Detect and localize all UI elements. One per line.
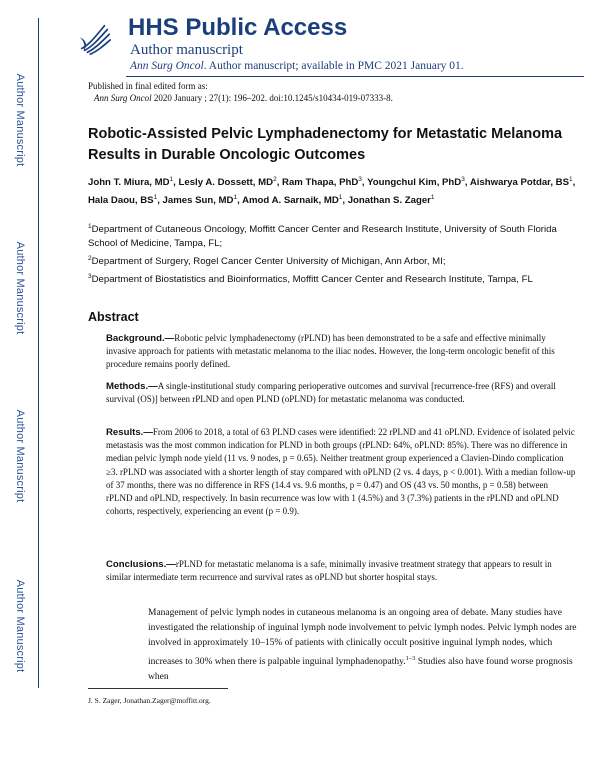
footnote-divider — [88, 688, 228, 689]
article-title: Robotic-Assisted Pelvic Lymphadenectomy for Metastatic Melanoma Results in Durable Oncologic Outcomes — [88, 126, 563, 163]
author-name: Amod A. Sarnaik, MD — [242, 194, 339, 206]
section-label: Results.— — [106, 427, 153, 438]
section-text: rPLND for metastatic melanoma is a safe, minimally invasive treatment strategy that appears to result in similar intermediate term recurrence and survival rates as oPLND but shorter hospital stays. — [106, 559, 552, 583]
affiliation-text: Department of Cutaneous Oncology, Moffitt Cancer Center and Research Institute, University of South Florida School of Medicine, Tampa, FL; — [88, 224, 557, 250]
sidebar-label: Author Manuscript — [14, 241, 26, 335]
affiliation-text: Department of Biostatistics and Bioinformatics, Moffitt Cancer Center and Research Institute, Tampa, FL — [91, 274, 533, 286]
sidebar-rule — [38, 18, 39, 688]
reference-mark: 1–3 — [405, 655, 416, 662]
abstract-heading: Abstract — [88, 310, 139, 324]
author-affiliation-mark: 1 — [338, 193, 343, 201]
manuscript-type: Author manuscript — [130, 42, 243, 58]
abstract-conclusions — [106, 558, 576, 584]
author-affiliation-mark: 1 — [153, 193, 158, 201]
author-affiliation-mark: 1 — [569, 176, 573, 183]
availability-line — [130, 60, 464, 72]
hhs-eagle-logo — [76, 20, 114, 58]
abstract-methods — [106, 380, 576, 406]
author-name: John T. Miura, MD — [88, 177, 170, 189]
section-text: From 2006 to 2018, a total of 63 PLND cases were identified: 22 rPLND and 41 oPLND. Evidence of isolated pelvic metastasis was the most common indication for PLND in both groups (rPLND: 64%, oPLND: 85%). There was no difference in median pelvic lymph node yield (11 vs. 9 nodes, p = 0.65). Neither treatment group experienced a Clavien-Dindo complication ≥3. rPLND was associated with a shorter length of stay compared with oPLND (2 vs. 4 days, p < 0.001). With a median follow-up of 37 months, there was no difference in RFS (14.4 vs. 9.6 months, p = 0.47) and OS (43 vs. 50 months, p = 0.58) between rPLND and oPLND, respectively. In basin recurrence was low with 1 (4.5%) and 3 (7.3%) patients in the rPLND and oPLND cohorts, respectively, experiencing an event (p = 0.9). — [106, 427, 576, 517]
affiliation-text: Department of Surgery, Rogel Cancer Center University of Michigan, Ann Arbor, MI; — [91, 256, 446, 268]
published-label: Published in final edited form as: — [88, 81, 208, 91]
availability-text: . Author manuscript; available in PMC 2021 January 01. — [203, 60, 464, 72]
author-list: John T. Miura, $MD^1$, Lesly A. Dossett, $MD^2$, Ram Thapa, PhD$^3$, Youngchul Kim, PhD$^3$, Aishwarya Potdar, $BS^1$, Hala Daou, $BS^1$, James Sun, $MD^1$, Amod A. Sarnaik, $MD^1$, Jonathan S. Zager$^1$ — [88, 176, 576, 206]
affiliation — [88, 252, 578, 269]
author-name: Aishwarya Potdar, BS — [469, 177, 570, 189]
affiliation-number: 1 — [88, 223, 92, 230]
section-label: Methods.— — [106, 381, 158, 392]
manuscript-sidebar — [0, 0, 40, 776]
affiliation — [88, 220, 578, 251]
affiliation — [88, 270, 578, 287]
author-affiliation-mark: 1 — [169, 176, 174, 183]
section-label: Conclusions.— — [106, 559, 176, 570]
author-affiliation-mark: 1 — [233, 193, 238, 201]
affiliation-number: 3 — [88, 273, 92, 280]
citation — [88, 92, 393, 104]
author-affiliation-mark: 3 — [461, 176, 465, 183]
section-text: Robotic pelvic lymphadenectomy (rPLND) has been demonstrated to be a safe and effective minimally invasive approach for patients with metastatic melanoma to the iliac nodes. However, the long-term oncologic benefit of this procedure remains poorly defined. — [106, 333, 555, 370]
citation-details: 2020 January ; 27(1): 196–202. doi:10.1245/s10434-019-07333-8. — [151, 93, 393, 103]
publication-info — [88, 80, 393, 104]
author-name: Hala Daou, BS — [88, 194, 154, 206]
author-name: James Sun, MD — [162, 194, 234, 206]
author-name: Jonathan S. Zager — [347, 194, 431, 206]
author-name: Youngchul Kim, PhD — [367, 177, 462, 189]
abstract-background — [106, 332, 576, 372]
author-name: Lesly A. Dossett, MD — [178, 177, 274, 189]
sidebar-label: Author Manuscript — [14, 579, 26, 673]
sidebar-label: Author Manuscript — [14, 409, 26, 503]
section-label: Background.— — [106, 333, 175, 344]
corresponding-author-footnote: J. S. Zager, Jonathan.Zager@moffitt.org. — [88, 696, 211, 705]
body-text: Management of pelvic lymph nodes in cutaneous melanoma is an ongoing area of debate. Many studies have investigated the relationship of inguinal lymph node involvement to pelvic lymph nodes. Pelvic lymph nodes are involved in approximately 10–15% of patients with clinically occult positive inguinal lymph nodes, which increases to 30% when there is palpable inguinal lymphadenopathy. — [148, 608, 577, 668]
citation-journal: Ann Surg Oncol — [94, 93, 152, 103]
author-affiliation-mark: 1 — [430, 193, 435, 201]
journal-name: Ann Surg Oncol — [130, 60, 204, 72]
author-name: Ram Thapa, PhD — [282, 177, 359, 189]
author-affiliation-mark: 3 — [358, 176, 362, 183]
body-text: Studies also have found worse prognosis when — [148, 657, 573, 683]
author-affiliation-mark: 2 — [273, 176, 277, 183]
header-divider — [126, 76, 584, 77]
hhs-title: HHS Public Access — [128, 14, 348, 41]
abstract-results — [106, 426, 576, 518]
affiliation-number: 2 — [88, 255, 92, 262]
section-text: A single-institutional study comparing perioperative outcomes and survival [recurrence-free (RFS) and overall survival (OS)] between rPLND and open PLND (oPLND) for metastatic melanoma was conducted. — [106, 381, 556, 405]
sidebar-label: Author Manuscript — [14, 73, 26, 167]
body-paragraph — [148, 606, 580, 685]
